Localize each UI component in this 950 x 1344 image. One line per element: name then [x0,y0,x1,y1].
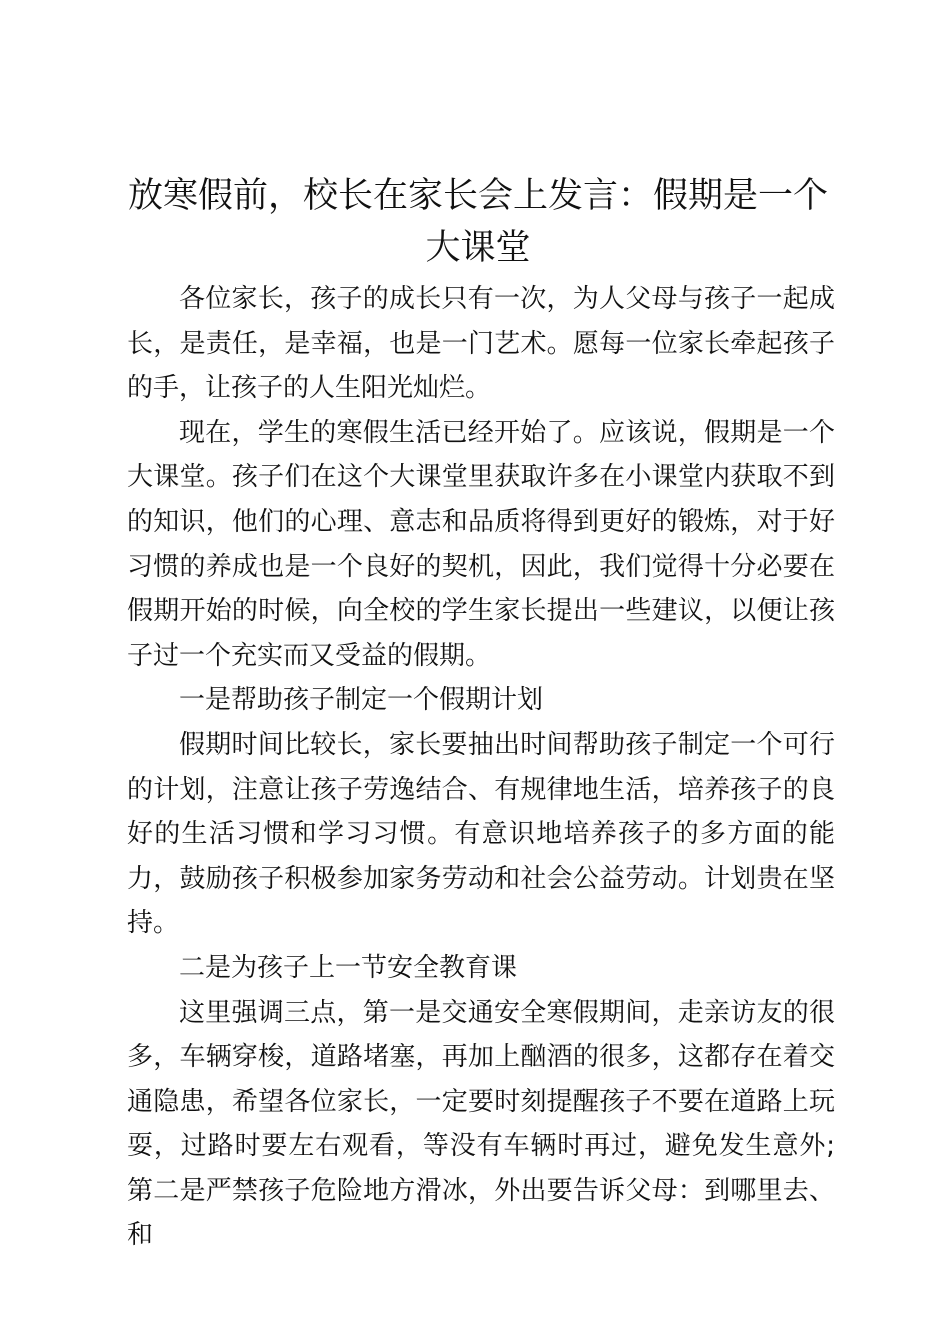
document-title: 放寒假前，校长在家长会上发言：假期是一个大课堂 [127,176,828,268]
paragraph-safety: 这里强调三点，第一是交通安全寒假期间，走亲访友的很多，车辆穿梭，道路堵塞，再加上酗酒的很多，这都存在着交通隐患，希望各位家长，一定要时刻提醒孩子不要在道路上玩耍，过路时要左右观看，等没有车辆时再过，避免发生意外;第二是严禁孩子危险地方滑冰，外出要告诉父母：到哪里去、和 [127,997,835,1251]
paragraph-intro: 现在，学生的寒假生活已经开始了。应该说，假期是一个大课堂。孩子们在这个大课堂里获取许多在小课堂内获取不到的知识，他们的心理、意志和品质将得到更好的锻炼，对于好习惯的养成也是一个良好的契机，因此，我们觉得十分必要在假期开始的时候，向全校的学生家长提出一些建议，以便让孩子过一个充实而又受益的假期。 [127,417,835,671]
document-body [127,277,835,1258]
section-heading-safety: 二是为孩子上一节安全教育课 [179,952,518,983]
paragraph-greeting: 各位家长，孩子的成长只有一次，为人父母与孩子一起成长，是责任，是幸福，也是一门艺术。愿每一位家长牵起孩子的手，让孩子的人生阳光灿烂。 [127,284,835,404]
section-heading-plan: 一是帮助孩子制定一个假期计划 [179,685,544,716]
paragraph-plan: 假期时间比较长，家长要抽出时间帮助孩子制定一个可行的计划，注意让孩子劳逸结合、有规律地生活，培养孩子的良好的生活习惯和学习习惯。有意识地培养孩子的多方面的能力，鼓励孩子积极参加家务劳动和社会公益劳动。计划贵在坚持。 [127,729,835,939]
